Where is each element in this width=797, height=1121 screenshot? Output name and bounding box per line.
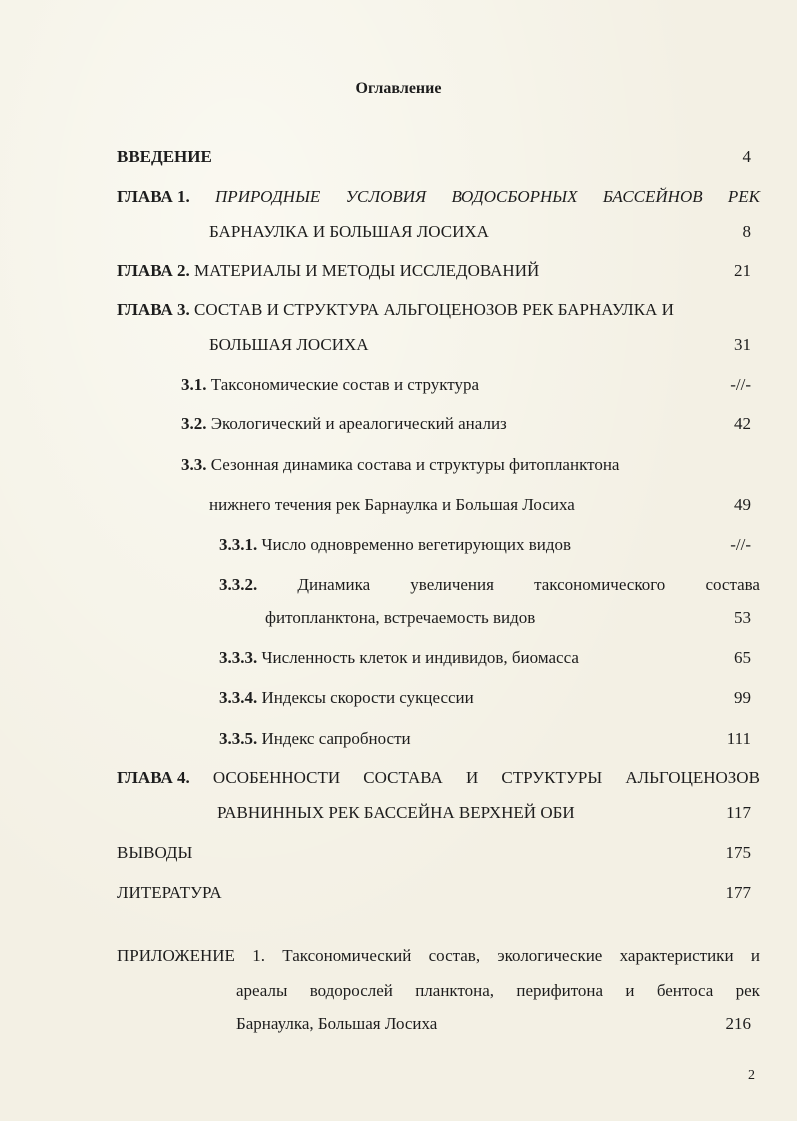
toc-app1-word: ареалы bbox=[236, 981, 288, 1000]
toc-s33-line2: нижнего течения рек Барнаулка и Большая Лосиха bbox=[209, 495, 575, 514]
toc-ch3-line1 bbox=[117, 300, 674, 320]
toc-s332-num: 3.3.2. bbox=[219, 575, 258, 594]
toc-ch1-word: ВОДОСБОРНЫХ bbox=[451, 187, 578, 206]
toc-app1-word: экологические bbox=[497, 946, 603, 965]
toc-s332-word: Динамика bbox=[297, 575, 371, 594]
toc-s32-num: 3.2. bbox=[181, 414, 207, 433]
toc-ch4-word: СОСТАВА bbox=[363, 768, 443, 787]
toc-ch1-word: БАССЕЙНОВ bbox=[602, 187, 703, 206]
toc-s333-label: Численность клеток и индивидов, биомасса bbox=[261, 648, 579, 667]
toc-s334-page: 99 bbox=[734, 688, 751, 707]
toc-literature-page: 177 bbox=[725, 883, 751, 902]
toc-ch2-prefix: ГЛАВА 2. bbox=[117, 261, 190, 280]
toc-s335-num: 3.3.5. bbox=[219, 729, 258, 748]
toc-s334-label: Индексы скорости сукцессии bbox=[261, 688, 474, 707]
toc-s33-num: 3.3. bbox=[181, 455, 207, 474]
toc-app1-line2 bbox=[236, 981, 760, 1001]
toc-s32-page: 42 bbox=[734, 414, 751, 433]
toc-ch4-line1 bbox=[117, 768, 760, 788]
toc-app1-word: состав, bbox=[428, 946, 481, 965]
toc-s33-line1 bbox=[181, 455, 619, 475]
toc-ch1-word: УСЛОВИЯ bbox=[345, 187, 427, 206]
toc-literature-label: ЛИТЕРАТУРА bbox=[117, 883, 222, 902]
toc-app1-word: 1. bbox=[252, 946, 265, 965]
toc-ch4-word: АЛЬГОЦЕНОЗОВ bbox=[625, 768, 760, 787]
toc-s33-text: Сезонная динамика состава и структуры фитопланктона bbox=[210, 455, 620, 474]
toc-ch3-page: 31 bbox=[734, 335, 751, 354]
toc-app1-word: Таксономический bbox=[282, 946, 412, 965]
toc-s332-word: увеличения bbox=[410, 575, 494, 594]
toc-conclusions-label: ВЫВОДЫ bbox=[117, 843, 193, 862]
toc-s331-page: -//- bbox=[730, 535, 751, 554]
page-number: 2 bbox=[748, 1068, 755, 1083]
toc-s331-num: 3.3.1. bbox=[219, 535, 258, 554]
toc-ch4-word: И bbox=[465, 768, 479, 787]
toc-ch3-prefix: ГЛАВА 3. bbox=[117, 300, 190, 319]
toc-s31-page: -//- bbox=[730, 375, 751, 394]
toc-intro-label: ВВЕДЕНИЕ bbox=[117, 147, 212, 166]
toc-app1-line1 bbox=[117, 946, 760, 966]
toc-s335-label: Индекс сапробности bbox=[261, 729, 411, 748]
toc-ch2 bbox=[117, 261, 539, 281]
toc-app1-page: 216 bbox=[725, 1014, 751, 1033]
toc-s31-label: Таксономические состав и структура bbox=[210, 375, 480, 394]
toc-app1-line3: Барнаулка, Большая Лосиха bbox=[236, 1014, 438, 1033]
toc-app1-word: и bbox=[625, 981, 635, 1000]
toc-conclusions-page: 175 bbox=[725, 843, 751, 862]
toc-s331-label: Число одновременно вегетирующих видов bbox=[261, 535, 572, 554]
toc-ch1-word: ПРИРОДНЫЕ bbox=[215, 187, 321, 206]
toc-app1-word: перифитона bbox=[516, 981, 604, 1000]
toc-s332-page: 53 bbox=[734, 608, 751, 627]
toc-s333-num: 3.3.3. bbox=[219, 648, 258, 667]
toc-ch4-page: 117 bbox=[726, 803, 751, 822]
toc-s31-num: 3.1. bbox=[181, 375, 207, 394]
toc-s33-page: 49 bbox=[734, 495, 751, 514]
toc-s333-page: 65 bbox=[734, 648, 751, 667]
toc-ch1-line1 bbox=[117, 187, 760, 207]
toc-ch4-word: ОСОБЕННОСТИ bbox=[212, 768, 341, 787]
toc-s333 bbox=[219, 648, 579, 668]
toc-s334-num: 3.3.4. bbox=[219, 688, 258, 707]
toc-ch1-word: РЕК bbox=[727, 187, 760, 206]
toc-s332-word: состава bbox=[705, 575, 760, 594]
toc-app1-word: рек bbox=[735, 981, 760, 1000]
toc-app1-word: бентоса bbox=[656, 981, 714, 1000]
toc-s335 bbox=[219, 729, 411, 749]
toc-app1-word: водорослей bbox=[309, 981, 393, 1000]
toc-ch1-prefix: ГЛАВА 1. bbox=[117, 187, 190, 206]
toc-ch1-page: 8 bbox=[742, 222, 751, 241]
toc-ch2-label: МАТЕРИАЛЫ И МЕТОДЫ ИССЛЕДОВАНИЙ bbox=[194, 261, 540, 280]
toc-ch1-line2: БАРНАУЛКА И БОЛЬШАЯ ЛОСИХА bbox=[209, 222, 489, 241]
toc-app1-word: и bbox=[750, 946, 760, 965]
toc-title: Оглавление bbox=[355, 80, 442, 97]
toc-s334 bbox=[219, 688, 474, 708]
toc-ch4-word: СТРУКТУРЫ bbox=[501, 768, 603, 787]
toc-ch3-text: СОСТАВ И СТРУКТУРА АЛЬГОЦЕНОЗОВ РЕК БАРНАУЛКА И bbox=[194, 300, 674, 319]
toc-ch4-line2: РАВНИННЫХ РЕК БАССЕЙНА ВЕРХНЕЙ ОБИ bbox=[217, 803, 575, 822]
toc-s332-line2: фитопланктона, встречаемость видов bbox=[265, 608, 536, 627]
toc-ch2-page: 21 bbox=[734, 261, 751, 280]
toc-s32-label: Экологический и ареалогический анализ bbox=[210, 414, 507, 433]
toc-ch3-line2: БОЛЬШАЯ ЛОСИХА bbox=[209, 335, 369, 354]
toc-s32 bbox=[181, 414, 507, 434]
toc-app1-word: ПРИЛОЖЕНИЕ bbox=[117, 946, 235, 965]
toc-s331 bbox=[219, 535, 571, 555]
toc-app1-word: планктона, bbox=[415, 981, 495, 1000]
toc-s332-line1 bbox=[219, 575, 760, 595]
toc-s335-page: 111 bbox=[726, 729, 751, 748]
toc-app1-word: характеристики bbox=[619, 946, 734, 965]
toc-s332-word: таксономического bbox=[534, 575, 666, 594]
toc-ch4-prefix: ГЛАВА 4. bbox=[117, 768, 190, 787]
toc-intro-page: 4 bbox=[742, 147, 751, 166]
toc-s31 bbox=[181, 375, 479, 395]
